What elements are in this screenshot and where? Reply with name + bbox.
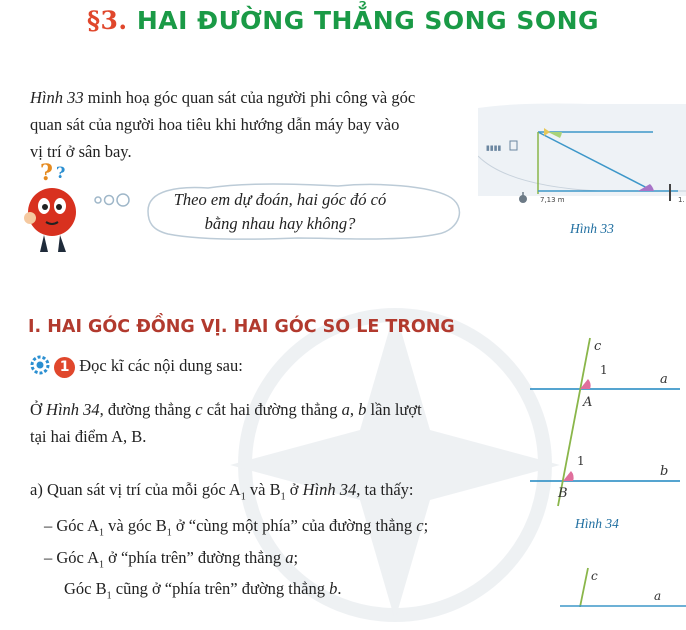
- svg-text:1: 1: [600, 363, 608, 377]
- gear-icon: [30, 355, 50, 375]
- figure-34-caption: Hình 34: [575, 516, 619, 531]
- mascot-icon: [18, 160, 90, 258]
- svg-text:c: c: [594, 339, 602, 354]
- page-title: §3. HAI ĐƯỜNG THẲNG SONG SONG: [86, 6, 600, 35]
- svg-text:B: B: [558, 486, 568, 501]
- figure-33-caption: Hình 33: [570, 221, 614, 236]
- svg-text:▮▮▮▮: ▮▮▮▮: [486, 144, 502, 152]
- bullet-3: Góc $B_1$ cũng ở “phía trên” đường thẳng b.: [64, 579, 342, 602]
- bullet-1: – Góc $A_1$ và góc $B_1$ ở “cùng một phía” của đường thẳng c;: [44, 516, 429, 539]
- figure-35-partial-diagram: [560, 566, 686, 607]
- svg-text:b: b: [660, 464, 669, 479]
- svg-text:?: ?: [40, 160, 53, 186]
- svg-text:1.: 1.: [678, 196, 685, 204]
- figure-33-airplane: [478, 96, 686, 214]
- svg-text:A: A: [583, 395, 593, 410]
- thought-dots-icon: [92, 190, 142, 210]
- svg-text:a: a: [654, 589, 662, 603]
- svg-text:7,13 m: 7,13 m: [540, 196, 565, 204]
- section-heading: I. HAI GÓC ĐỒNG VỊ. HAI GÓC SO LE TRONG: [28, 317, 455, 337]
- figure-34-description: Ở Hình 34, đường thẳng c cắt hai đường thẳng a, b lần lượt tại hai điểm A, B.: [30, 400, 422, 446]
- item-a: a) Quan sát vị trí của mỗi góc $A_1$ và $B_1$ ở Hình 34, ta thấy:: [30, 480, 414, 503]
- intro-paragraph: Hình 33 minh hoạ góc quan sát của người phi công và góc quan sát của người hoa tiêu khi hướng dẫn máy bay vào vị trí ở sân bay.: [30, 88, 416, 161]
- svg-text:?: ?: [56, 163, 66, 182]
- svg-text:1: 1: [577, 454, 585, 468]
- figure-34-diagram: [520, 332, 686, 508]
- svg-text:c: c: [591, 569, 598, 583]
- bubble-text: Theo em dự đoán, hai góc đó có bằng nhau hay không?: [173, 190, 387, 233]
- activity-number-badge: 1: [54, 357, 75, 378]
- activity-1: 1 Đọc kĩ các nội dung sau:: [30, 355, 243, 378]
- bullet-2: – Góc $A_1$ ở “phía trên” đường thẳng a;: [44, 548, 299, 571]
- svg-text:a: a: [660, 372, 668, 387]
